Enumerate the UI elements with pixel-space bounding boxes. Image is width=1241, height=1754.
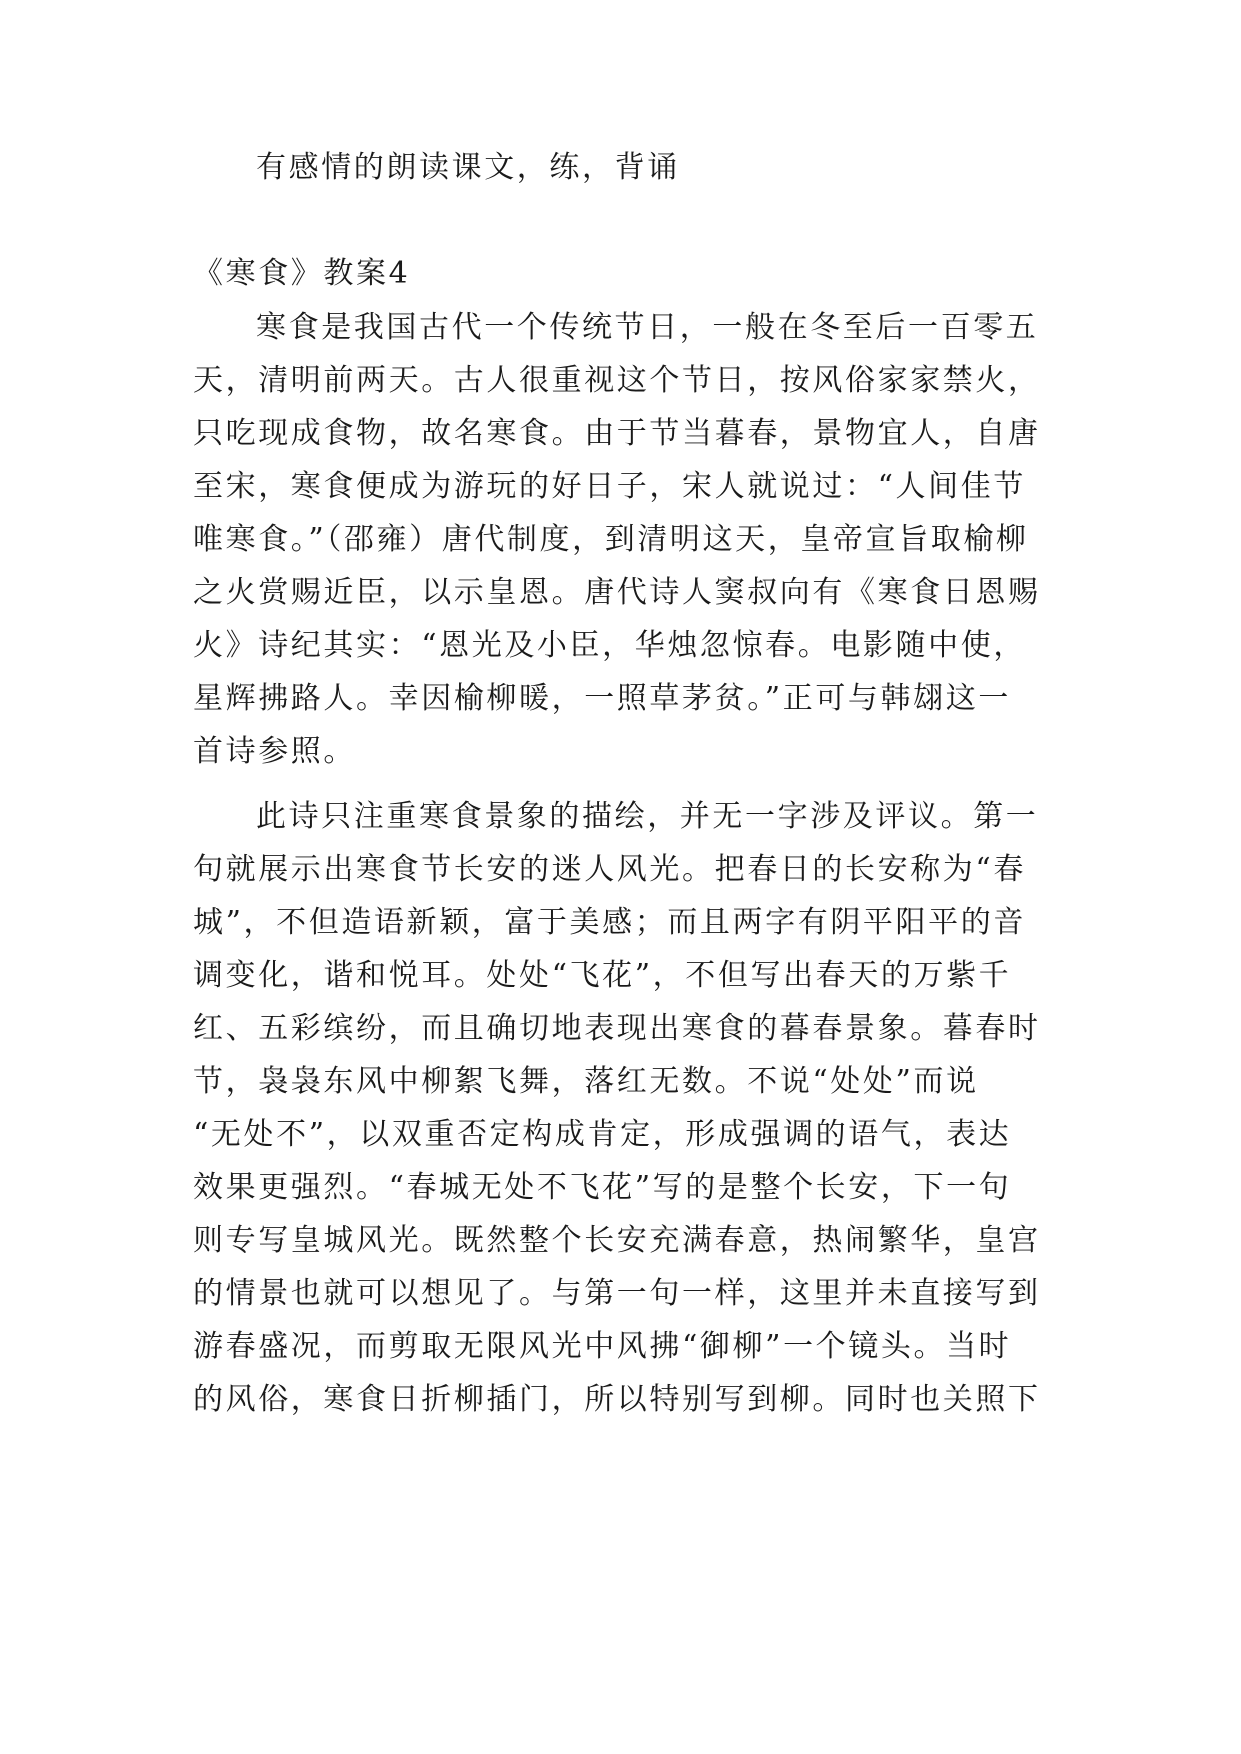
text-line: 的情景也就可以想见了。与第一句一样，这里并未直接写到 bbox=[193, 1276, 1041, 1311]
text-line: 城”，不但造语新颖，富于美感；而且两字有阴平阳平的音 bbox=[193, 905, 1026, 940]
text-line: 则专写皇城风光。既然整个长安充满春意，热闹繁华，皇宫 bbox=[193, 1223, 1041, 1258]
text-line: “无处不”，以双重否定构成肯定，形成强调的语气，表达 bbox=[193, 1117, 1012, 1152]
text-line: 唯寒食。”（邵雍）唐代制度，到清明这天，皇帝宣旨取榆柳 bbox=[193, 522, 1029, 557]
text-line: 之火赏赐近臣，以示皇恩。唐代诗人窦叔向有《寒食日恩赐 bbox=[193, 575, 1041, 610]
text-line: 天，清明前两天。古人很重视这个节日，按风俗家家禁火， bbox=[193, 363, 1041, 398]
text-line: 此诗只注重寒食景象的描绘，并无一字涉及评议。第一 bbox=[256, 799, 1039, 834]
section-heading: 《寒食》教案4 bbox=[193, 256, 411, 291]
text-line: 调变化，谐和悦耳。处处“飞花”，不但写出春天的万紫千 bbox=[193, 958, 1012, 993]
text-line: 只吃现成食物，故名寒食。由于节当暮春，景物宜人，自唐 bbox=[193, 416, 1041, 451]
text-line: 寒食是我国古代一个传统节日，一般在冬至后一百零五 bbox=[256, 310, 1039, 345]
text-line: 星辉拂路人。幸因榆柳暖，一照草茅贫。”正可与韩翃这一 bbox=[193, 681, 1011, 716]
text-line: 游春盛况，而剪取无限风光中风拂“御柳”一个镜头。当时 bbox=[193, 1329, 1012, 1364]
text-line: 有感情的朗读课文，练，背诵 bbox=[256, 150, 680, 185]
text-line: 首诗参照。 bbox=[193, 734, 356, 769]
text-line: 的风俗，寒食日折柳插门，所以特别写到柳。同时也关照下 bbox=[193, 1382, 1041, 1417]
text-line: 红、五彩缤纷，而且确切地表现出寒食的暮春景象。暮春时 bbox=[193, 1011, 1041, 1046]
text-line: 效果更强烈。“春城无处不飞花”写的是整个长安，下一句 bbox=[193, 1170, 1012, 1205]
text-line: 句就展示出寒食节长安的迷人风光。把春日的长安称为“春 bbox=[193, 852, 1026, 887]
text-line: 火》诗纪其实：“恩光及小臣，华烛忽惊春。电影随中使， bbox=[193, 628, 1026, 663]
text-line: 节，袅袅东风中柳絮飞舞，落红无数。不说“处处”而说 bbox=[193, 1064, 979, 1099]
text-line: 至宋，寒食便成为游玩的好日子，宋人就说过：“人间佳节 bbox=[193, 469, 1026, 504]
